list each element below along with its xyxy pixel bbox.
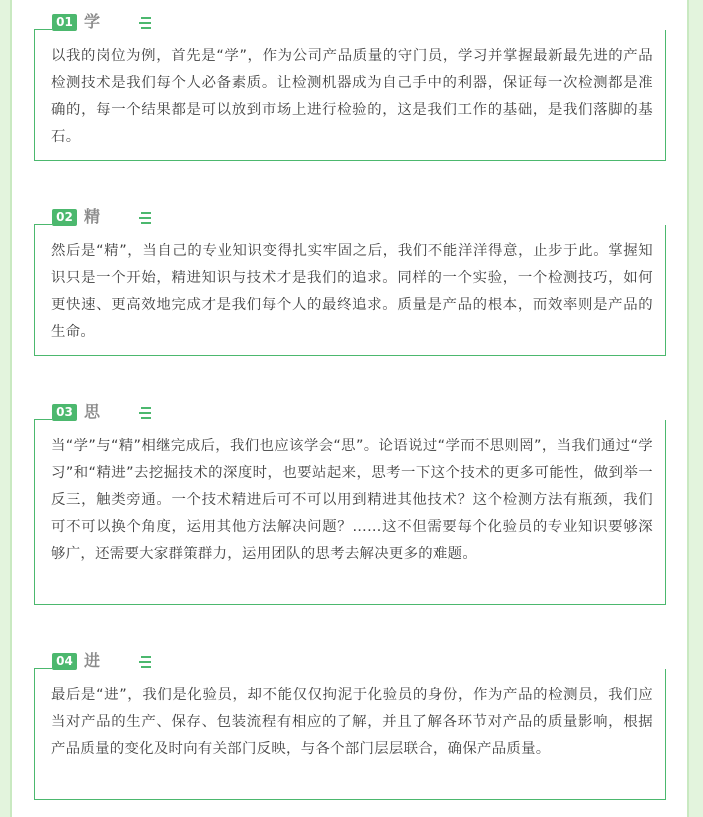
section-number-badge: 03 [52,404,77,421]
menu-lines-icon [139,212,153,224]
menu-lines-icon [139,407,153,419]
section-content-box [34,30,666,161]
section-paragraph: 最后是“进”，我们是化验员，却不能仅仅拘泥于化验员的身份，作为产品的检测员，我们应当对产品的生产、保存、包装流程有相应的了解，并且了解各环节对产品的质量影响，根据产品质量的变化及时向有关部门反映，与各个部门层层联合，确保产品质量。 [51,687,653,757]
left-border-strip [0,0,12,817]
section-title: 思 [84,402,101,421]
section-number-badge: 04 [52,653,77,670]
menu-lines-icon [139,656,153,668]
right-border-strip [687,0,703,817]
section-paragraph: 以我的岗位为例，首先是“学”，作为公司产品质量的守门员，学习并掌握最新最先进的产品检测技术是我们每个人必备素质。让检测机器成为自己手中的利器，保证每一次检测都是准确的，每一个结果都是可以放到市场上进行检验的，这是我们工作的基础，是我们落脚的基石。 [51,48,653,145]
section-paragraph: 当“学”与“精”相继完成后，我们也应该学会“思”。论语说过“学而不思则罔”，当我们通过“学习”和“精进”去挖掘技术的深度时，也要站起来，思考一下这个技术的更多可能性，做到举一反三，触类旁通。一个技术精进后可不可以用到精进其他技术？这个检测方法有瓶颈，我们可不可以换个角度，运用其他方法解决问题？……这不但需要每个化验员的专业知识要够深够广，还需要大家群策群力，运用团队的思考去解决更多的难题。 [51,438,653,562]
section-number-badge: 01 [52,14,77,31]
section-content-box [34,420,666,605]
section-title: 精 [84,207,101,226]
section-paragraph: 然后是“精”，当自己的专业知识变得扎实牢固之后，我们不能洋洋得意，止步于此。掌握知识只是一个开始，精进知识与技术才是我们的追求。同样的一个实验，一个检测技巧，如何更快速、更高效地完成才是我们每个人的最终追求。质量是产品的根本，而效率则是产品的生命。 [51,243,653,340]
menu-lines-icon [139,17,153,29]
section-number-badge: 02 [52,209,77,226]
section-content-box [34,669,666,800]
section-title: 学 [84,12,101,31]
section-title: 进 [84,651,101,670]
section-content-box [34,225,666,356]
